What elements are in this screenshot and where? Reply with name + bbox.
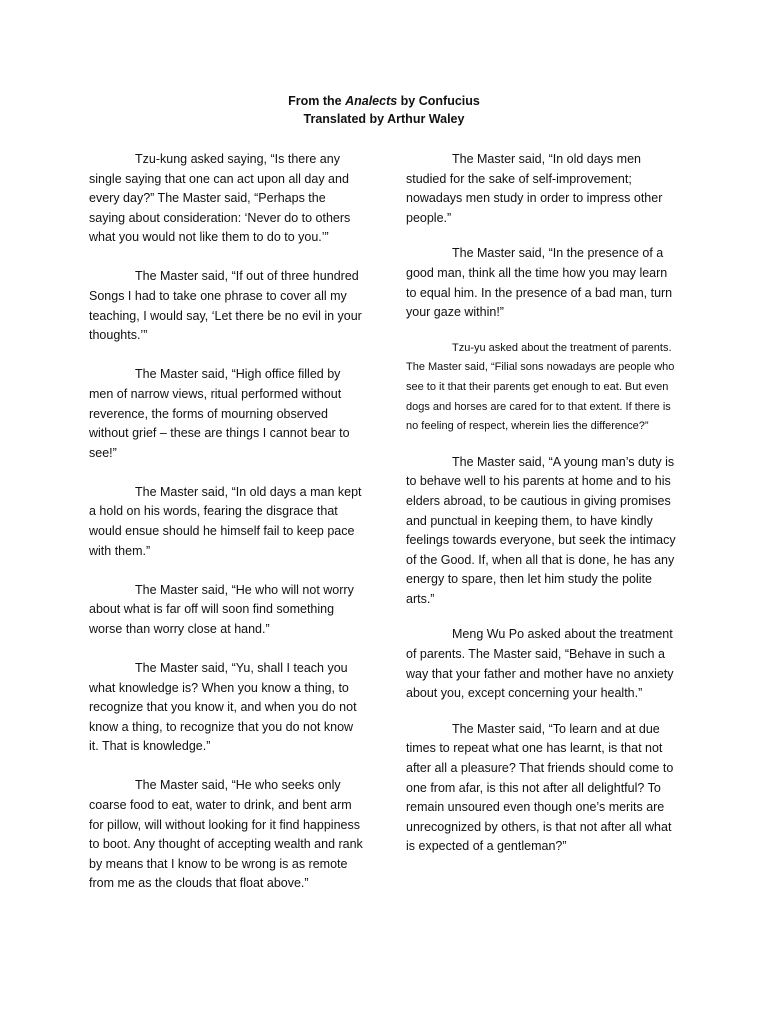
title-work: Analects bbox=[345, 94, 398, 108]
title-author: by Confucius bbox=[397, 94, 480, 108]
paragraph: The Master said, “Yu, shall I teach you what knowledge is? When you know a thing, to recognize that you know it, and when you do not know a thing, to recognize that you do not know it. That is knowledge.” bbox=[89, 660, 357, 754]
paragraph: The Master said, “If out of three hundred Songs I had to take one phrase to cover all my teaching, I would say, ‘Let there be no evil in your thoughts.’” bbox=[89, 269, 362, 343]
paragraph: The Master said, “A young man’s duty is to behave well to his parents at home and to his elders abroad, to be cautious in giving promises and punctual in keeping them, to have kindly feelings towards everyone, but seek the intimacy of the Good. If, when all that is done, he has any energy to spare, then let him study the polite arts.” bbox=[406, 454, 676, 606]
paragraph: The Master said, “In old days a man kept a hold on his words, fearing the disgrace that would ensue should he himself fail to keep pace with them.” bbox=[89, 484, 362, 558]
left-column bbox=[89, 150, 364, 914]
paragraph: The Master said, “In old days men studied for the sake of self-improvement; nowadays men study in order to impress other people.” bbox=[406, 152, 663, 225]
document-title bbox=[0, 92, 768, 128]
right-column bbox=[406, 150, 678, 873]
paragraph: The Master said, “He who will not worry about what is far off will soon find something worse than worry close at hand.” bbox=[89, 582, 354, 636]
paragraph: Tzu-kung asked saying, “Is there any single saying that one can act upon all day and every day?” The Master said, “Perhaps the saying about consideration: ‘Never do to others what you would not like them to do to you.’” bbox=[89, 152, 351, 245]
paragraph: The Master said, “High office filled by men of narrow views, ritual performed without reverence, the forms of mourning observed without grief – these are things I cannot bear to see!” bbox=[89, 367, 350, 460]
title-line-1 bbox=[0, 92, 768, 110]
paragraph: Tzu-yu asked about the treatment of parents. The Master said, “Filial sons nowadays are people who see to it that their parents get enough to eat. But even dogs and horses are cared for to that extent. If there is no feeling of respect, wherein lies the difference?” bbox=[406, 341, 675, 433]
title-line-2: Translated by Arthur Waley bbox=[303, 112, 465, 126]
paragraph: The Master said, “He who seeks only coarse food to eat, water to drink, and bent arm for pillow, will without looking for it find happiness to boot. Any thought of accepting wealth and rank by means that I know to be wrong is as remote from me as the clouds that float above.” bbox=[89, 778, 363, 891]
paragraph: The Master said, “To learn and at due times to repeat what one has learnt, is that not after all a pleasure? That friends should come to one from afar, is this not after all delightful? To remain unsoured even though one’s merits are unrecognized by others, is that not after all what is expected of a gentleman?” bbox=[406, 721, 674, 854]
title-prefix: From the bbox=[288, 94, 346, 108]
paragraph: The Master said, “In the presence of a good man, think all the time how you may learn to equal him. In the presence of a bad man, turn your gaze within!” bbox=[406, 246, 673, 320]
paragraph: Meng Wu Po asked about the treatment of parents. The Master said, “Behave in such a way that your father and mother have no anxiety about you, except concerning your health.” bbox=[406, 627, 674, 701]
